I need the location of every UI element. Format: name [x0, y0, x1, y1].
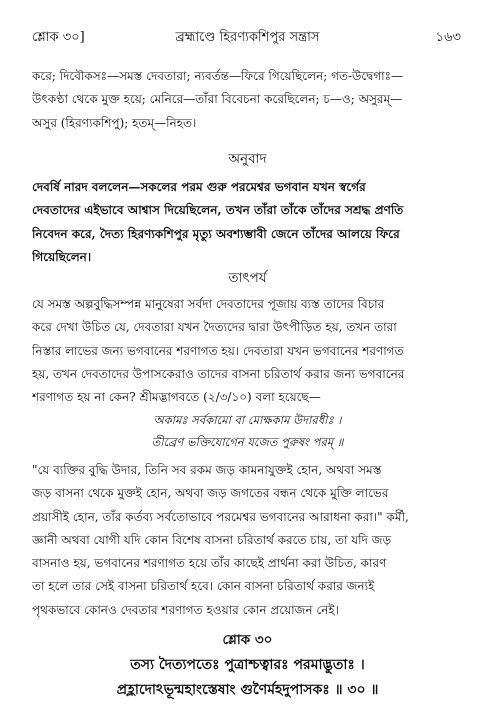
synonym-line: করে; দিবৌকসঃ—সমস্ত দেবতারা; ন্যবর্তন্ত—ফিরে গিয়েছিলেন; গত-উদ্বেগাঃ—	[32, 69, 404, 83]
next-verse-line: প্রহ্লাদোঽভূন্মহাংস্তেষাং গুণৈর্মহদুপাসকঃ ॥ ৩০ ॥	[116, 682, 379, 698]
purport-line: পৃথকভাবে কোনও দেবতার শরণাগত হওয়ার কোন প্রয়োজন নেই।	[32, 602, 339, 617]
purport-line: করে দেখা উচিত যে, দেবতারা যখন দৈত্যদের দ্বারা উৎপীড়িত হয়, তখন তারা	[32, 320, 397, 335]
synonyms-block	[32, 65, 464, 135]
translation-line: নিবেদন করে, দৈত্য হিরণ্যকশিপুর মৃত্যু অবশ্যম্ভাবী জেনে তাঁদের আলয়ে ফিরে	[32, 226, 400, 241]
purport-line: নিস্তার লাভের জন্য ভগবানের শরণাগত হয়। দেবতারা যখন ভগবানের শরণাগত	[32, 343, 404, 358]
translation-heading: অনুবাদ	[228, 151, 267, 167]
translation-text	[32, 176, 464, 269]
translation-line: গিয়েছিলেন।	[32, 249, 92, 264]
synonym-line: অসুর (হিরণ্যকশিপু); হতম্—নিহত।	[32, 115, 197, 130]
purport-line: যে সমস্ত অল্পবুদ্ধিসম্পন্ন মানুষেরা সর্বদা দেবতাদের পূজায় ব্যস্ত তাদের বিচার	[32, 297, 385, 311]
header-verse-ref: শ্লোক ৩০]	[32, 30, 85, 45]
purport-line: হয়, তখন দেবতাদের উপাসকেরাও তাদের বাসনা চরিতার্থ করার জন্য ভগবানের	[32, 366, 405, 381]
purport-line: জড় বাসনা থেকে মুক্তই হোন, অথবা জড় জগতের বন্ধন থেকে মুক্তি লাভের	[32, 486, 389, 501]
next-verse-line: তস্য দৈত্যপতেঃ পুত্রাশ্চত্বারঃ পরমাদ্ভুতাঃ ।	[130, 657, 365, 673]
quoted-verse-line: অকামঃ সর্বকামো বা মোক্ষকাম উদারধীঃ ।	[153, 413, 342, 427]
purport-heading: তাৎপর্য	[228, 270, 267, 286]
purport-line: প্রয়াসীই হোন, তাঁর কর্তব্য সর্বতোভাবে পরমেশ্বর ভগবানের আরাধনা করা।" কর্মী,	[32, 509, 409, 524]
synonym-line: উৎকণ্ঠা থেকে মুক্ত হয়ে; মেনিরে—তাঁরা বিবেচনা করেছিলেন; চ—ও; অসুরম্—	[32, 92, 403, 107]
next-verse-heading: শ্লোক ৩০	[222, 632, 273, 648]
header-chapter-title: ব্রহ্মাণ্ডে হিরণ্যকশিপুর সন্ত্রাস	[175, 30, 320, 45]
purport-text-continued	[32, 459, 464, 622]
purport-line: তা হলে তার সেই বাসনা চরিতার্থ হবে। কোন বাসনা চরিতার্থ করার জন্যই	[32, 579, 375, 594]
purport-line: বাসনাও হয়, ভগবানের শরণাগত হয়ে তাঁর কাছেই প্রার্থনা করা উচিত, কারণ	[32, 556, 387, 571]
purport-line: "যে ব্যক্তির বুদ্ধি উদার, তিনি সব রকম জড় কামনাযুক্তই হোন, অথবা সমস্ত	[32, 463, 382, 477]
translation-line: দেবতাদের এইভাবে আশ্বাস দিয়েছিলেন, তখন তাঁরা তাঁকে তাঁদের সশ্রদ্ধ প্রণতি	[32, 203, 404, 218]
header-page-number: ১৬৩	[435, 30, 461, 45]
purport-line: জ্ঞানী অথবা যোগী যদি কোন বিশেষ বাসনা চরিতার্থ করতে চায়, তা যদি জড়	[32, 532, 392, 547]
purport-text	[32, 293, 464, 409]
quoted-verse-line: তীব্রেণ ভক্তিযোগেন যজেত পুরুষং পরম্ ॥	[151, 435, 344, 449]
purport-line: শরণাগত হয় না কেন? শ্রীমদ্ভাগবতে (২/৩/১০) বলা হয়েছে—	[32, 390, 321, 405]
translation-line: দেবর্ষি নারদ বললেন—সকলের পরম গুরু পরমেশ্বর ভগবান যখন স্বর্গের	[32, 180, 366, 194]
